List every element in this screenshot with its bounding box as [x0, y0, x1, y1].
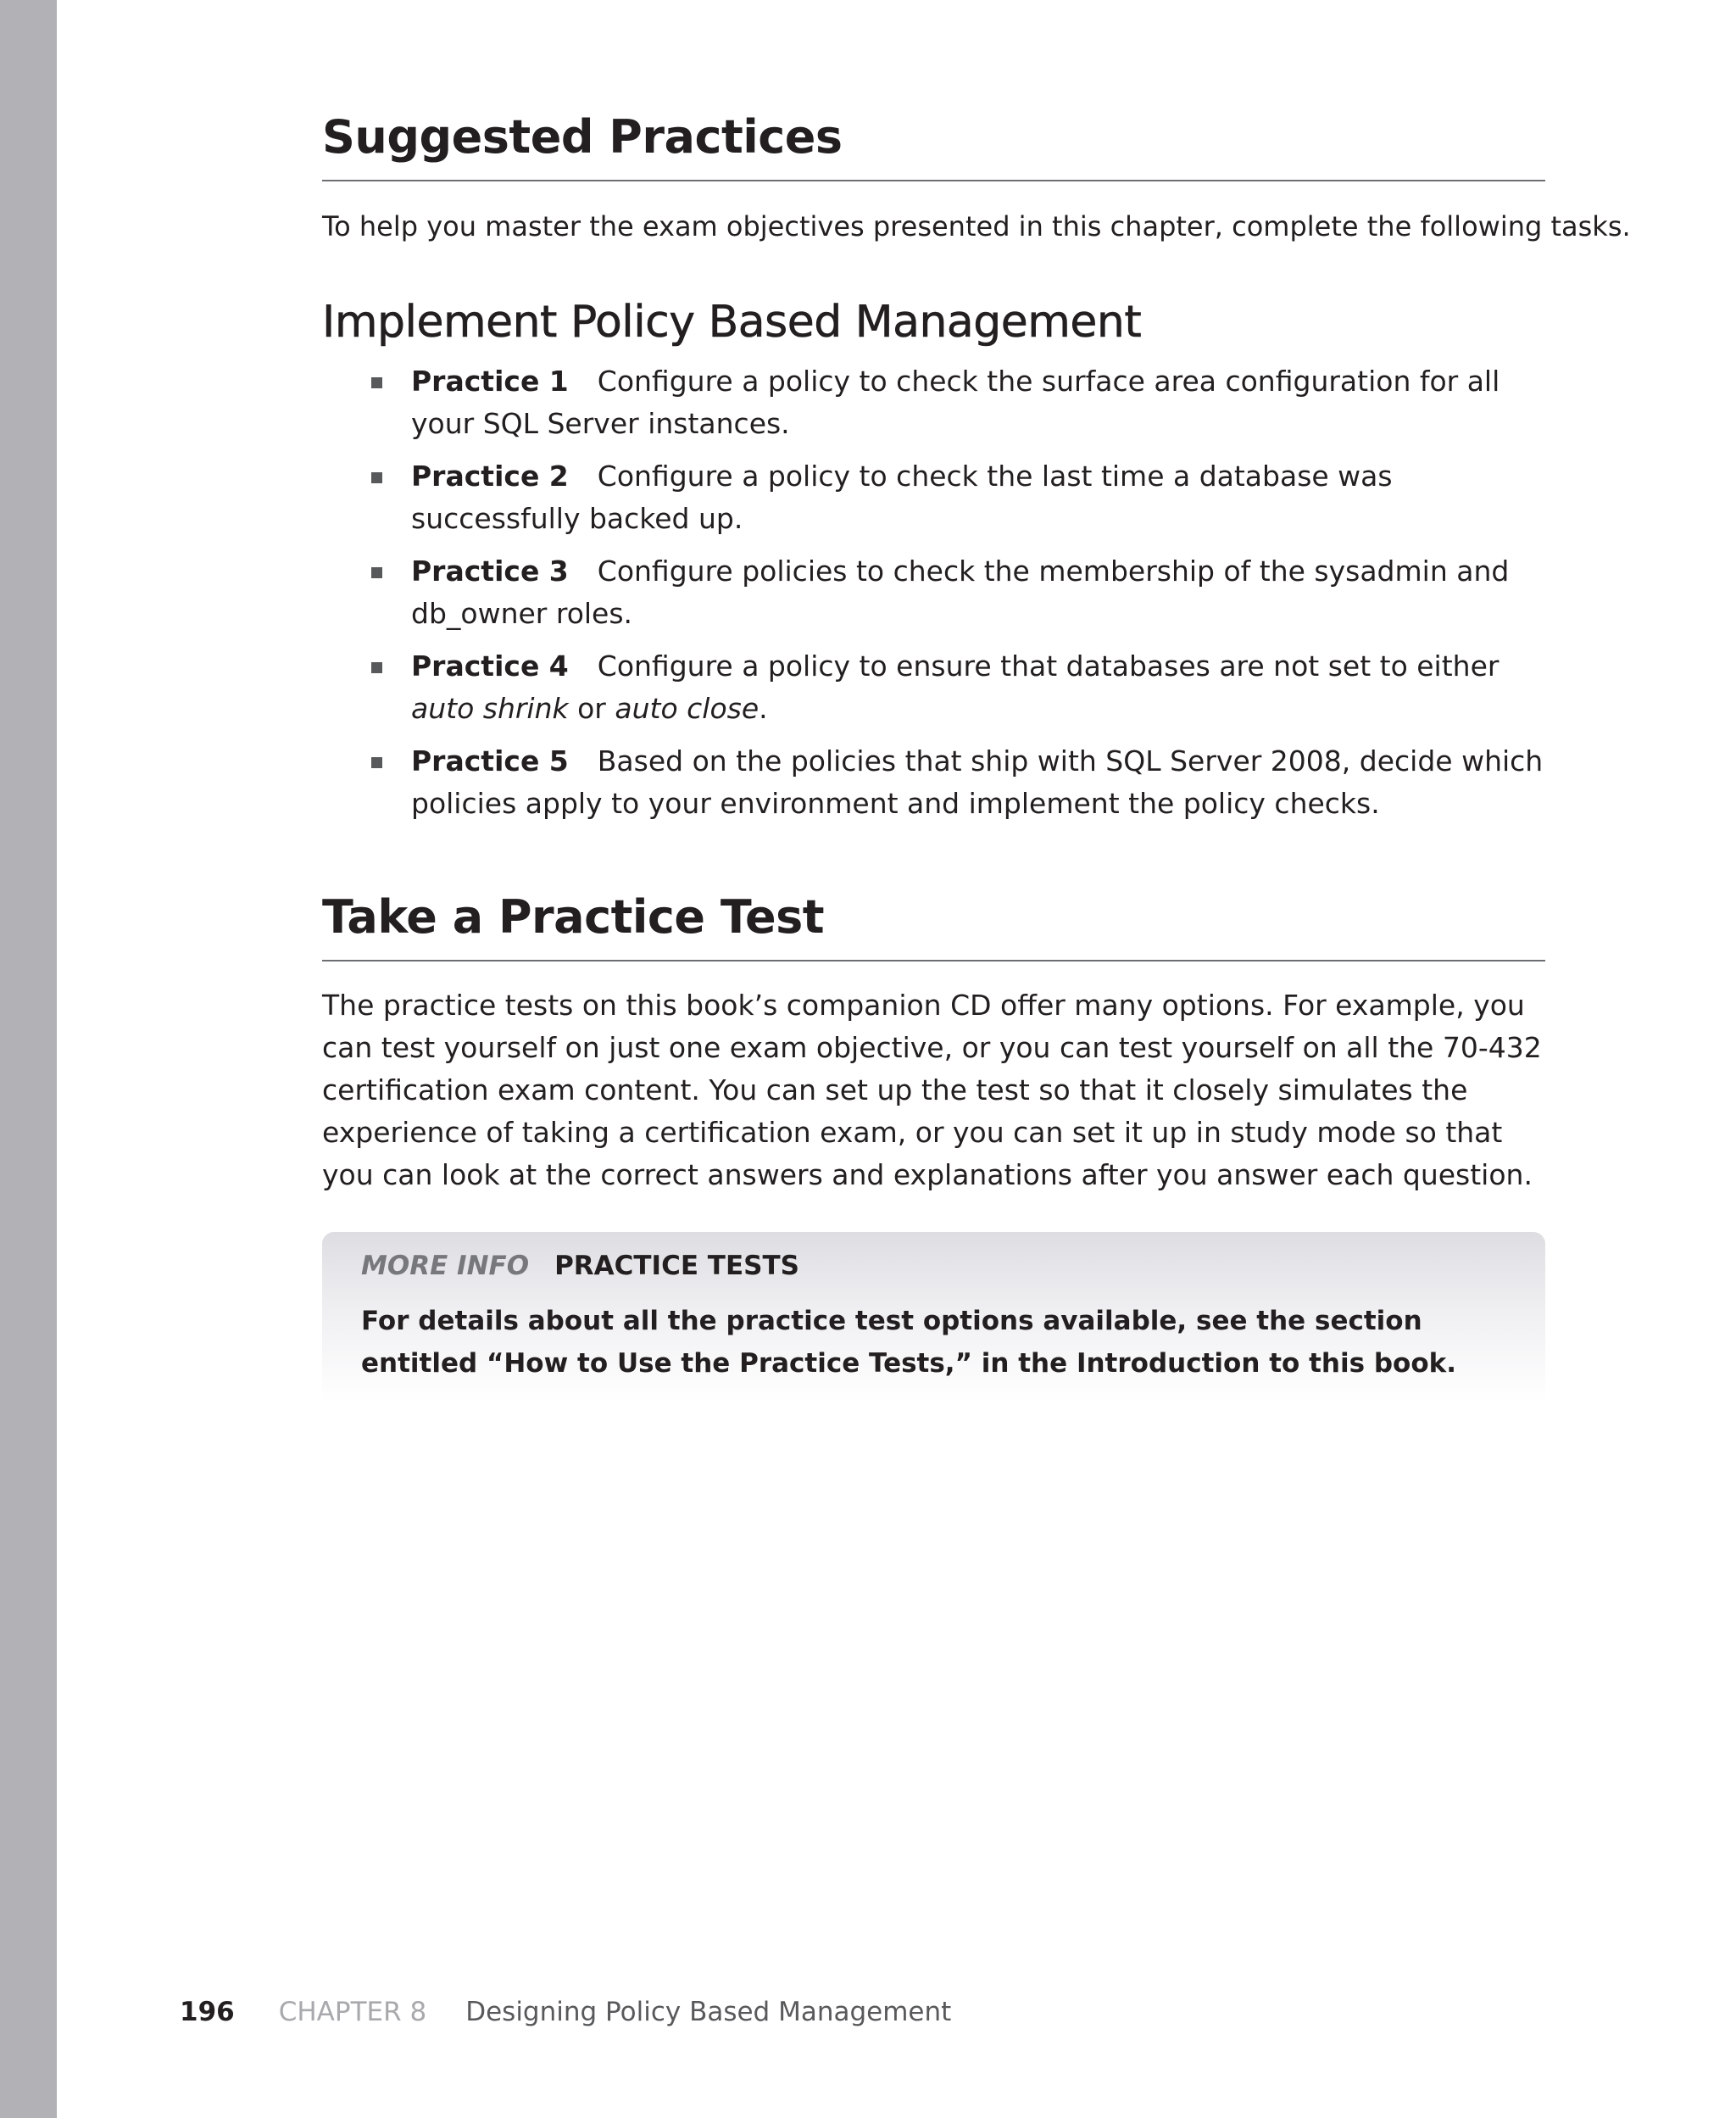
practice-text-start: Configure a policy to ensure that databases are not set to either	[597, 649, 1500, 683]
square-bullet-icon	[371, 757, 382, 768]
practice-label: Practice 3	[411, 555, 569, 588]
practice-text: Configure policies to check the membership of the sysadmin and db_owner roles.	[411, 555, 1510, 630]
practice-test-heading: Take a Practice Test	[322, 890, 825, 944]
square-bullet-icon	[371, 662, 382, 673]
page-edge-band	[0, 0, 57, 2118]
chapter-label: CHAPTER 8	[278, 1997, 427, 2027]
suggested-practices-intro: To help you master the exam objectives presented in this chapter, complete the following tasks.	[322, 210, 1631, 242]
suggested-practices-rule	[322, 180, 1545, 181]
practice-test-rule	[322, 960, 1545, 961]
more-info-box	[322, 1232, 1545, 1402]
square-bullet-icon	[371, 377, 382, 388]
suggested-practices-heading: Suggested Practices	[322, 110, 843, 164]
practice-text: Based on the policies that ship with SQL Server 2008, decide which policies apply to your environment and implement the policy checks.	[411, 744, 1544, 820]
practice-label: Practice 2	[411, 460, 569, 493]
auto-shrink-term: auto shrink	[411, 692, 569, 725]
more-info-title: PRACTICE TESTS	[554, 1251, 799, 1281]
page-footer	[180, 1997, 951, 2027]
practice-list	[322, 360, 1545, 835]
more-info-tag: MORE INFO	[361, 1251, 530, 1281]
practice-text-mid: or	[568, 692, 615, 725]
practice-text	[411, 649, 1499, 725]
more-info-body: For details about all the practice test options available, see the section entitled “How to Use the Practice Tests,” in the Introduction to this book.	[361, 1306, 1457, 1379]
chapter-title: Designing Policy Based Management	[465, 1997, 952, 2027]
practice-text-end: .	[759, 692, 768, 725]
more-info-header	[361, 1251, 799, 1281]
practice-item-4	[322, 645, 1545, 730]
page-number: 196	[180, 1997, 235, 2027]
practice-text: Configure a policy to check the surface area configuration for all your SQL Server instances.	[411, 365, 1500, 440]
practice-text: Configure a policy to check the last time a database was successfully backed up.	[411, 460, 1393, 535]
practice-label: Practice 1	[411, 365, 569, 398]
practice-label: Practice 4	[411, 649, 569, 683]
practice-item-1	[322, 360, 1545, 445]
practice-item-3	[322, 550, 1545, 635]
auto-close-term: auto close	[615, 692, 760, 725]
policy-section-heading: Implement Policy Based Management	[322, 297, 1142, 348]
practice-test-body: The practice tests on this book’s companion CD offer many options. For example, you can test yourself on just one exam objective, or you can test yourself on all the 70-432 certification exam content. You can set up the test so that it closely simulates the experience of taking a certification exam, or you can set it up in study mode so that you can look at the correct answers and explanations after you answer each question.	[322, 989, 1542, 1191]
practice-item-2	[322, 455, 1545, 540]
square-bullet-icon	[371, 472, 382, 483]
practice-item-5	[322, 740, 1545, 825]
square-bullet-icon	[371, 567, 382, 578]
practice-label: Practice 5	[411, 744, 569, 778]
